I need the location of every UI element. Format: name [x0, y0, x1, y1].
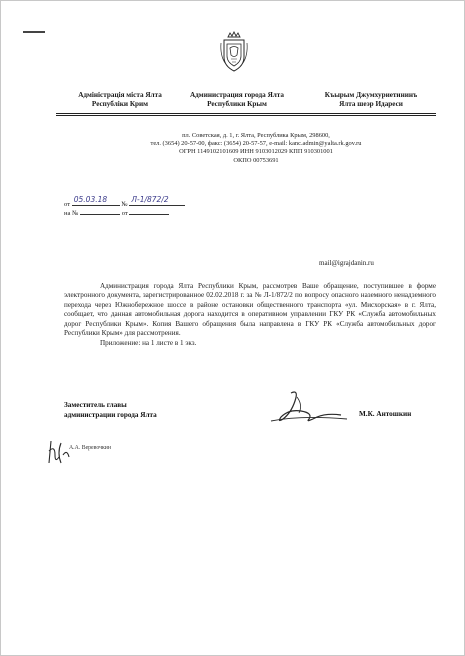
corner-mark — [23, 31, 45, 33]
outgoing-date-field — [72, 195, 120, 206]
signatory-title — [64, 401, 157, 420]
org-name-ukrainian — [64, 91, 176, 109]
contact-okpo: ОКПО 00753691 — [233, 156, 279, 164]
reply-to-registration — [64, 208, 169, 217]
body-paragraph-main: Администрация города Ялта Республики Крым, рассмотрев Ваше обращение, поступившее в форме электронного документа, зарегистрированное 02.02.2018 г. за № Л-1/872/2 по вопросу опасного наземного ненадземного перехода через Южнобережное шоссе в районе остановки общественного транспорта «ул. Мисхорская» в г. Ялта, сообщает, что данная автомобильная дорога находится в оперативном управлении ГКУ РК «Служба автомобильных дорог Республики Крым». Копия Вашего обращения была направлена в ГКУ РК «Служба автомобильных дорог Республики Крым» для рассмотрения. — [64, 282, 436, 338]
contact-registry-codes: ОГРН 1149102101609 ИНН 9103012029 КПП 910301001 — [179, 148, 333, 156]
org-ru-line-2: Республики Крым — [207, 100, 267, 108]
contact-phone-email: тел. (3654) 20-57-00, факс: (3654) 20-57-57, e-mail: kanc.admin@yalta.rk.gov.ru — [150, 140, 362, 148]
org-crt-line-2: Ялта шеэр Идареси — [339, 100, 403, 108]
handwritten-signature-icon — [261, 385, 351, 431]
outgoing-registration — [64, 195, 185, 208]
org-name-crimean-tatar — [306, 91, 436, 109]
recipient-email: mail@igrajdanin.ru — [319, 259, 374, 267]
letter-body — [64, 282, 436, 349]
signatory-name: М.К. Антошкин — [359, 410, 412, 418]
outgoing-number: Л-1/872/2 — [131, 195, 169, 204]
outgoing-number-field — [129, 195, 185, 206]
reply-from-date-field — [129, 208, 169, 215]
executor-name: А.А. Веревочкин — [69, 445, 112, 451]
coat-of-arms-icon — [219, 31, 249, 75]
contact-details — [111, 132, 401, 165]
from-prefix: от — [64, 201, 71, 208]
header-divider — [56, 113, 436, 114]
outgoing-date: 05.03.18 — [73, 195, 108, 204]
org-ua-line-2: Республіки Крим — [91, 100, 149, 108]
signatory-title-line-2: администрации города Ялта — [64, 410, 157, 419]
number-prefix: № — [121, 201, 128, 208]
reply-from-prefix: от — [121, 210, 128, 217]
executor-initials-mark-icon — [45, 437, 73, 467]
org-ua-line-1: Адміністрація міста Ялта — [78, 91, 162, 99]
header-divider-thin — [56, 115, 436, 116]
contact-address: пл. Советская, д. 1, г. Ялта, Республика Крым, 298600, — [182, 132, 330, 139]
reply-to-prefix: на № — [64, 210, 79, 217]
org-name-russian — [176, 91, 298, 109]
body-paragraph-attachment: Приложение: на 1 листе в 1 экз. — [100, 339, 197, 348]
reply-to-number-field — [80, 208, 120, 215]
org-crt-line-1: Къырым Джумхуриетининъ — [324, 91, 418, 99]
signatory-title-line-1: Заместитель главы — [64, 401, 127, 409]
org-ru-line-1: Администрация города Ялта — [189, 91, 285, 99]
